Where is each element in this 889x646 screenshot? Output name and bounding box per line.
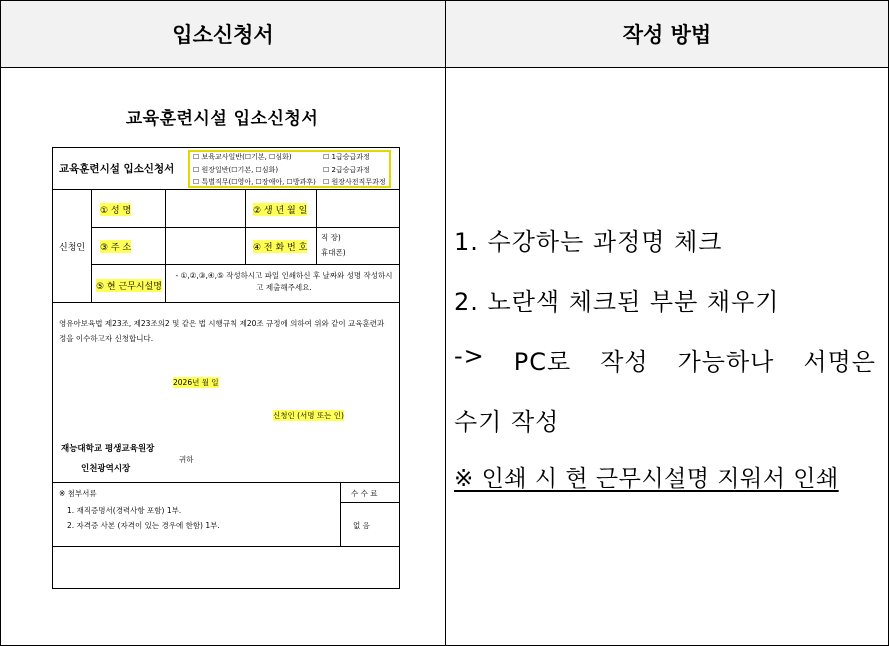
signature-line: 신청인 (서명 또는 인) [273,411,344,420]
attachment-1: 1. 재직증명서(경력사항 포함) 1부. [67,506,182,515]
fee-label: 수 수 료 [351,489,378,498]
header-form: 입소신청서 [1,1,446,68]
date-line: 2026년 월 일 [173,378,219,387]
statement-text: 영유아보육법 제23조, 제23조의2 및 같은 법 시행규칙 제20조 규정에 의하여 위와 같이 교육훈련과정을 이수하고자 신청합니다. [59,319,385,343]
phone-mobile-note: 휴대폰) [321,248,346,257]
form-title: 교육훈련시설 입소신청서 [125,109,319,129]
course-option-1: ☐ 보육교사일반(☐기본, ☐심화) [193,153,292,161]
instruction-3-word: 작성 [600,348,649,376]
fee-value: 없 음 [353,521,370,530]
column-divider [445,67,446,645]
instruction-1: 1. 수강하는 과정명 체크 [454,228,723,256]
form-subtitle: 교육훈련시설 입소신청서 [59,163,175,175]
recipient-suffix: 귀하 [179,455,194,464]
field-address-label: ③ 주 소 [100,240,131,253]
recipient-1: 재능대학교 평생교육원장 [61,444,155,454]
course-option-5: ☐ 특별직무(☐영아, ☐장애아, ☐방과후) [193,178,316,186]
instruction-5: ※ 인쇄 시 현 근무시설명 지워서 인쇄 [454,466,839,492]
header-method: 작성 방법 [446,1,888,68]
field-name-label: ① 성 명 [100,203,131,216]
course-option-2: ☐ 1급승급과정 [323,153,370,161]
application-form [52,147,400,589]
instruction-3-word: PC로 [513,348,572,376]
phone-work-note: 직 장) [321,233,341,242]
instruction-3 [454,342,876,377]
instruction-3-word: 가능하나 [677,348,775,376]
applicant-label: 신청인 [59,243,86,253]
instruction-3-word: -> [454,342,485,370]
instruction-2: 2. 노란색 체크된 부분 채우기 [454,288,780,316]
course-option-3: ☐ 원장일반(☐기본, ☐심화) [193,166,279,174]
instruction-3-word: 서명은 [803,348,876,376]
attachments-title: ※ 첨부서류 [59,489,97,498]
recipient-2: 인천광역시장 [81,464,131,474]
workplace-note: - ①,②,③,④,⑤ 작성하시고 파일 인쇄하신 후 날짜와 성명 작성하시고 제출해주세요. [175,271,393,292]
attachment-2: 2. 자격증 사본 (자격이 있는 경우에 한함) 1부. [67,521,220,530]
course-option-4: ☐ 2급승급과정 [323,166,370,174]
course-option-6: ☐ 원장사전직무과정 [323,178,386,186]
field-phone-label: ④ 전 화 번 호 [253,240,307,253]
field-birth-label: ② 생 년 월 일 [253,203,307,216]
instruction-4: 수기 작성 [454,408,560,436]
field-workplace-label: ⑤ 현 근무시설명 [96,279,162,292]
